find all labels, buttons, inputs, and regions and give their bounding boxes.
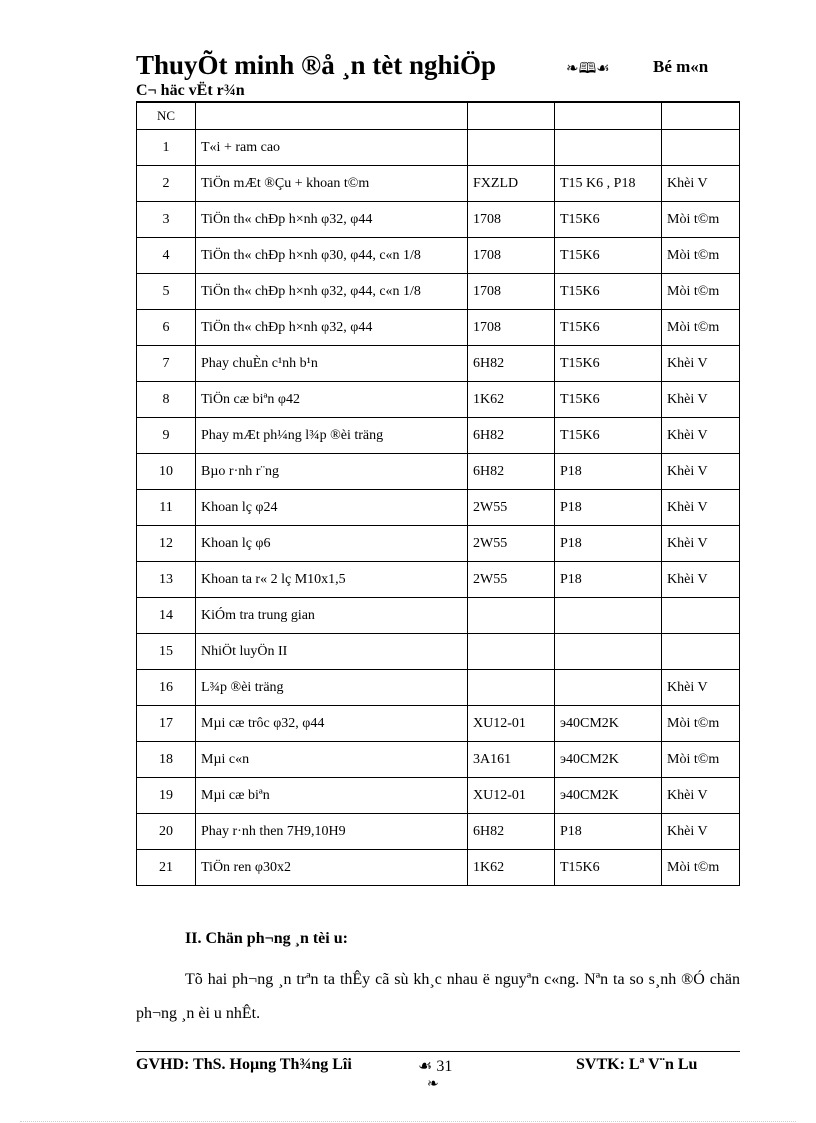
cell-operation: Khoan ta r« 2 lç M10x1,5 bbox=[196, 562, 468, 598]
page-header bbox=[136, 50, 740, 102]
cell-operation: Mµi cæ trôc φ32, φ44 bbox=[196, 706, 468, 742]
cell-tool: э40CM2K bbox=[555, 706, 662, 742]
cell-nc: 19 bbox=[137, 778, 196, 814]
header-cell-nc: NC bbox=[137, 103, 196, 130]
cell-tool bbox=[555, 598, 662, 634]
cell-operation: L¾p ®èi träng bbox=[196, 670, 468, 706]
table-row bbox=[137, 202, 740, 238]
cell-tool: T15K6 bbox=[555, 202, 662, 238]
cell-machine: 1K62 bbox=[468, 382, 555, 418]
table-row bbox=[137, 850, 740, 886]
cell-nc: 7 bbox=[137, 346, 196, 382]
section-heading: II. Chän ph¬ng ¸n tèi u: bbox=[185, 930, 348, 947]
table-row bbox=[137, 454, 740, 490]
table-row bbox=[137, 814, 740, 850]
student-label: SVTK: Lª V¨n Lu bbox=[576, 1056, 698, 1073]
cell-operation: Mµi cæ biªn bbox=[196, 778, 468, 814]
cell-tool: P18 bbox=[555, 526, 662, 562]
table-row bbox=[137, 598, 740, 634]
cell-machine bbox=[468, 130, 555, 166]
cell-fixture: Khèi V bbox=[662, 490, 740, 526]
cell-fixture: Khèi V bbox=[662, 670, 740, 706]
cell-operation: Khoan lç φ6 bbox=[196, 526, 468, 562]
cell-machine: 1K62 bbox=[468, 850, 555, 886]
cell-machine: 6H82 bbox=[468, 418, 555, 454]
cell-fixture: Mòi t©m bbox=[662, 274, 740, 310]
cell-operation: TiÖn th« chÐp h×nh φ32, φ44, c«n 1/8 bbox=[196, 274, 468, 310]
cell-machine: 1708 bbox=[468, 310, 555, 346]
cell-nc: 15 bbox=[137, 634, 196, 670]
header-cell-fixture bbox=[662, 103, 740, 130]
cell-operation: TiÖn th« chÐp h×nh φ30, φ44, c«n 1/8 bbox=[196, 238, 468, 274]
table-row bbox=[137, 742, 740, 778]
table-row bbox=[137, 490, 740, 526]
header-cell-operation bbox=[196, 103, 468, 130]
cell-tool: T15 K6 , P18 bbox=[555, 166, 662, 202]
cell-operation: TiÖn mÆt ®Çu + khoan t©m bbox=[196, 166, 468, 202]
table-row bbox=[137, 418, 740, 454]
cell-fixture: Mòi t©m bbox=[662, 742, 740, 778]
cell-tool: P18 bbox=[555, 454, 662, 490]
cell-machine bbox=[468, 670, 555, 706]
cell-tool: P18 bbox=[555, 490, 662, 526]
cell-tool: T15K6 bbox=[555, 238, 662, 274]
table-row bbox=[137, 634, 740, 670]
cell-tool: P18 bbox=[555, 562, 662, 598]
cell-fixture: Mòi t©m bbox=[662, 238, 740, 274]
cell-nc: 10 bbox=[137, 454, 196, 490]
operations-table bbox=[136, 102, 740, 886]
cell-machine: XU12-01 bbox=[468, 778, 555, 814]
cell-tool: T15K6 bbox=[555, 850, 662, 886]
document-title: ThuyÕt minh ®å ¸n tèt nghiÖp bbox=[136, 50, 497, 80]
cell-fixture bbox=[662, 130, 740, 166]
cell-operation: TiÖn cæ biªn φ42 bbox=[196, 382, 468, 418]
cell-fixture: Khèi V bbox=[662, 562, 740, 598]
cell-fixture: Khèi V bbox=[662, 382, 740, 418]
cell-fixture: Mòi t©m bbox=[662, 850, 740, 886]
cell-operation: Khoan lç φ24 bbox=[196, 490, 468, 526]
cell-fixture: Khèi V bbox=[662, 778, 740, 814]
cell-operation: TiÖn th« chÐp h×nh φ32, φ44 bbox=[196, 310, 468, 346]
cell-tool: P18 bbox=[555, 814, 662, 850]
table-header-row bbox=[137, 103, 740, 130]
table-row bbox=[137, 706, 740, 742]
cell-machine: XU12-01 bbox=[468, 706, 555, 742]
cell-nc: 8 bbox=[137, 382, 196, 418]
cell-operation: Phay mÆt ph¼ng l¾p ®èi träng bbox=[196, 418, 468, 454]
table-row bbox=[137, 346, 740, 382]
cell-machine bbox=[468, 598, 555, 634]
cell-machine: 6H82 bbox=[468, 346, 555, 382]
cell-operation: Phay chuÈn c¹nh b¹n bbox=[196, 346, 468, 382]
cell-operation: Phay r·nh then 7H9,10H9 bbox=[196, 814, 468, 850]
cell-nc: 16 bbox=[137, 670, 196, 706]
cell-nc: 20 bbox=[137, 814, 196, 850]
cell-nc: 9 bbox=[137, 418, 196, 454]
supervisor-label: GVHD: ThS. Hoµng Th¾ng Lîi bbox=[136, 1056, 352, 1073]
cell-tool bbox=[555, 130, 662, 166]
cell-operation: T«i + ram cao bbox=[196, 130, 468, 166]
table-row bbox=[137, 382, 740, 418]
table-row bbox=[137, 310, 740, 346]
page-footer bbox=[136, 1054, 740, 1094]
cell-tool bbox=[555, 670, 662, 706]
cell-nc: 21 bbox=[137, 850, 196, 886]
header-cell-tool bbox=[555, 103, 662, 130]
cell-operation: Mµi c«n bbox=[196, 742, 468, 778]
table-row bbox=[137, 670, 740, 706]
cell-nc: 1 bbox=[137, 130, 196, 166]
cell-tool: T15K6 bbox=[555, 418, 662, 454]
cell-nc: 14 bbox=[137, 598, 196, 634]
cell-fixture: Khèi V bbox=[662, 346, 740, 382]
cell-machine: 1708 bbox=[468, 202, 555, 238]
table-row bbox=[137, 130, 740, 166]
table-row bbox=[137, 778, 740, 814]
body-paragraph: Tõ hai ph¬ng ¸n trªn ta thÊy cã sù kh¸c nhau ë nguyªn c«ng. Nªn ta so s¸nh ®Ó chän ph¬ng ¸n èi u nhÊt. bbox=[136, 971, 740, 1022]
cell-tool: э40CM2K bbox=[555, 742, 662, 778]
cell-machine: 1708 bbox=[468, 238, 555, 274]
cell-tool: T15K6 bbox=[555, 310, 662, 346]
cell-machine: 1708 bbox=[468, 274, 555, 310]
cell-tool: T15K6 bbox=[555, 274, 662, 310]
footer-ornament-icon: ❧ bbox=[427, 1077, 439, 1092]
cell-tool: T15K6 bbox=[555, 346, 662, 382]
cell-operation: KiÓm tra trung gian bbox=[196, 598, 468, 634]
cell-operation: TiÖn ren φ30x2 bbox=[196, 850, 468, 886]
cell-nc: 4 bbox=[137, 238, 196, 274]
cell-machine: 3A161 bbox=[468, 742, 555, 778]
cell-fixture: Khèi V bbox=[662, 454, 740, 490]
book-ornament-icon: ❧🕮☙ bbox=[566, 61, 610, 77]
cell-tool bbox=[555, 634, 662, 670]
table-row bbox=[137, 166, 740, 202]
cell-tool: T15K6 bbox=[555, 382, 662, 418]
document-subtitle: C¬ häc vËt r¾n bbox=[136, 82, 245, 99]
cell-machine bbox=[468, 634, 555, 670]
cell-machine: 2W55 bbox=[468, 526, 555, 562]
cell-nc: 13 bbox=[137, 562, 196, 598]
cell-operation: NhiÖt luyÖn II bbox=[196, 634, 468, 670]
cell-fixture bbox=[662, 598, 740, 634]
page-edge-dotted-line bbox=[20, 1121, 796, 1122]
page-number: ☙ 31 bbox=[418, 1058, 453, 1075]
cell-machine: 2W55 bbox=[468, 490, 555, 526]
department-label: Bé m«n bbox=[653, 57, 709, 76]
operations-table-body bbox=[137, 103, 740, 886]
cell-fixture: Khèi V bbox=[662, 526, 740, 562]
cell-fixture: Mòi t©m bbox=[662, 310, 740, 346]
cell-fixture: Khèi V bbox=[662, 814, 740, 850]
cell-nc: 11 bbox=[137, 490, 196, 526]
cell-nc: 3 bbox=[137, 202, 196, 238]
table-row bbox=[137, 238, 740, 274]
cell-fixture: Khèi V bbox=[662, 166, 740, 202]
cell-operation: TiÖn th« chÐp h×nh φ32, φ44 bbox=[196, 202, 468, 238]
table-row bbox=[137, 562, 740, 598]
cell-machine: 2W55 bbox=[468, 562, 555, 598]
cell-fixture bbox=[662, 634, 740, 670]
cell-nc: 18 bbox=[137, 742, 196, 778]
cell-fixture: Khèi V bbox=[662, 418, 740, 454]
header-cell-machine bbox=[468, 103, 555, 130]
cell-machine: 6H82 bbox=[468, 454, 555, 490]
table-row bbox=[137, 274, 740, 310]
cell-nc: 2 bbox=[137, 166, 196, 202]
cell-operation: Bµo r·nh r¨ng bbox=[196, 454, 468, 490]
cell-tool: э40CM2K bbox=[555, 778, 662, 814]
cell-machine: FXZLD bbox=[468, 166, 555, 202]
cell-nc: 12 bbox=[137, 526, 196, 562]
cell-nc: 17 bbox=[137, 706, 196, 742]
cell-machine: 6H82 bbox=[468, 814, 555, 850]
cell-fixture: Mòi t©m bbox=[662, 202, 740, 238]
cell-nc: 5 bbox=[137, 274, 196, 310]
cell-nc: 6 bbox=[137, 310, 196, 346]
cell-fixture: Mòi t©m bbox=[662, 706, 740, 742]
table-row bbox=[137, 526, 740, 562]
footer-divider bbox=[136, 1051, 740, 1052]
